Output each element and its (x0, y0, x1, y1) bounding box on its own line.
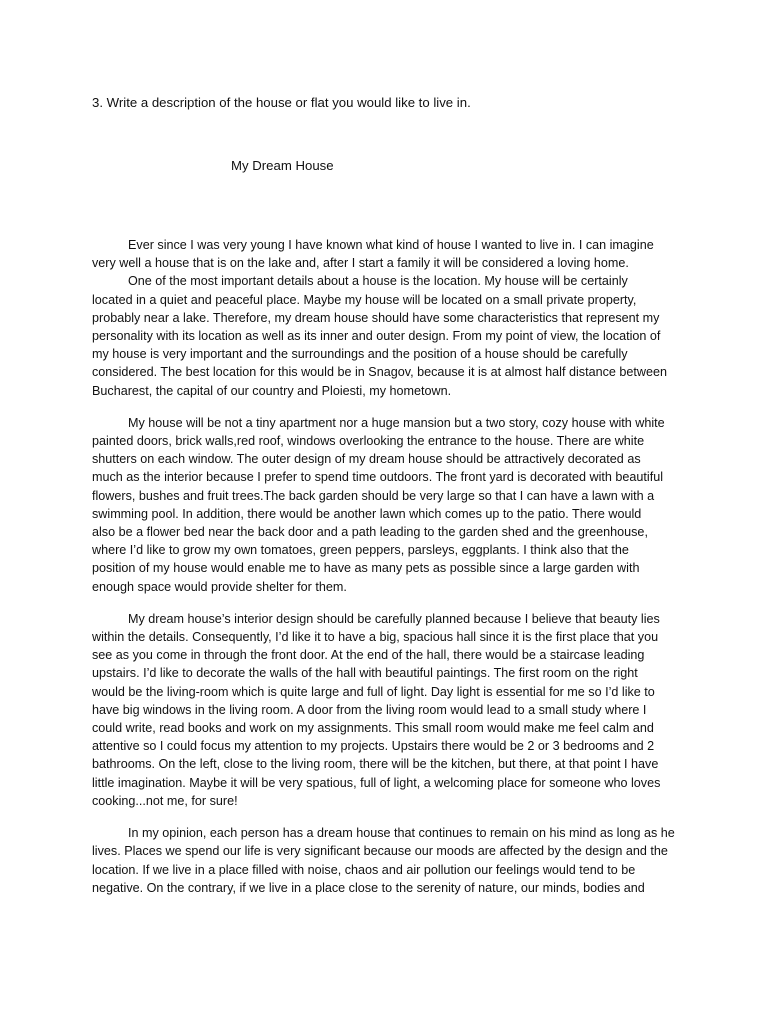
text-line: attentive so I could focus my attention to my projects. Upstairs there would be 2 or 3 bedrooms and 2 (92, 739, 655, 754)
text-line: within the details. Consequently, I’d like it to have a big, spacious hall since it is the first place that you (92, 630, 659, 645)
text-line: my house is very important and the surroundings and the position of a house should be carefully (92, 347, 628, 362)
text-line: probably near a lake. Therefore, my dream house should have some characteristics that represent my (92, 310, 660, 325)
text-line: would be the living-room which is quite large and full of light. Day light is essential for me so I’d like to (92, 684, 655, 699)
text-line: bathrooms. On the left, close to the living room, there will be the kitchen, but there, at that point I have (92, 757, 659, 772)
text-line: swimming pool. In addition, there would be another lawn which comes up to the patio. There would (92, 506, 642, 521)
text-line: upstairs. I’d like to decorate the walls of the hall with beautiful paintings. The first room on the right (92, 666, 638, 681)
text-line: My house will be not a tiny apartment nor a huge mansion but a two story, cozy house with white (128, 415, 665, 430)
text-line: see as you come in through the front door. At the end of the hall, there would be a staircase leading (92, 648, 645, 663)
question-heading: 3. Write a description of the house or flat you would like to live in. (92, 95, 471, 110)
text-line: One of the most important details about a house is the location. My house will be certainly (128, 274, 628, 289)
text-line: In my opinion, each person has a dream house that continues to remain on his mind as long as he (128, 826, 675, 841)
text-line: located in a quiet and peaceful place. Maybe my house will be located on a small private property, (92, 292, 637, 307)
paragraph-3 (92, 414, 672, 596)
text-line: Ever since I was very young I have known what kind of house I wanted to live in. I can imagine (128, 238, 654, 252)
text-line: negative. On the contrary, if we live in a place close to the serenity of nature, our minds, bodies and (92, 880, 645, 895)
paragraph-4 (92, 610, 672, 810)
text-line: shutters on each window. The outer design of my dream house should be attractively decorated as (92, 452, 641, 467)
text-line: considered. The best location for this would be in Snagov, because it is at almost half distance between (92, 365, 667, 380)
paragraph-5 (92, 824, 675, 897)
text-line: position of my house would enable me to have as many pets as possible since a large garden with (92, 561, 640, 576)
text-line: painted doors, brick walls,red roof, windows overlooking the entrance to the house. There are white (92, 434, 645, 449)
text-line: lives. Places we spend our life is very significant because our moods are affected by the design and the (92, 844, 668, 859)
text-line: where I’d like to grow my own tomatoes, green peppers, parsleys, eggplants. I think also that the (92, 543, 629, 558)
text-line: location. If we live in a place filled with noise, chaos and air pollution our feelings would tend to be (92, 862, 636, 877)
text-line: much as the interior because I prefer to spend time outdoors. The front yard is decorated with beautiful (92, 470, 663, 485)
essay-body (92, 236, 675, 897)
text-line: enough space would provide shelter for them. (92, 579, 347, 594)
text-line: have big windows in the living room. A door from the living room would lead to a small study where I (92, 702, 647, 717)
text-line: little imagination. Maybe it will be very spatious, full of light, a welcoming place for someone who loves (92, 775, 661, 790)
text-line: could write, read books and work on my assignments. This small room would make me feel calm and (92, 721, 654, 736)
text-line: personality with its location as well as its inner and outer design. From my point of view, the location of (92, 329, 661, 344)
paragraph-1 (92, 236, 672, 272)
essay-title: My Dream House (231, 158, 334, 173)
text-line: My dream house’s interior design should be carefully planned because I believe that beauty lies (128, 611, 660, 626)
paragraph-2 (92, 272, 672, 399)
text-line: cooking...not me, for sure! (92, 793, 238, 808)
text-line: very well a house that is on the lake and, after I start a family it will be considered a loving home. (92, 256, 629, 271)
text-line: Bucharest, the capital of our country and Ploiesti, my hometown. (92, 383, 452, 398)
text-line: also be a flower bed near the back door and a path leading to the garden shed and the greenhouse, (92, 525, 648, 540)
text-line: flowers, bushes and fruit trees.The back garden should be very large so that I can have a lawn with a (92, 488, 655, 503)
